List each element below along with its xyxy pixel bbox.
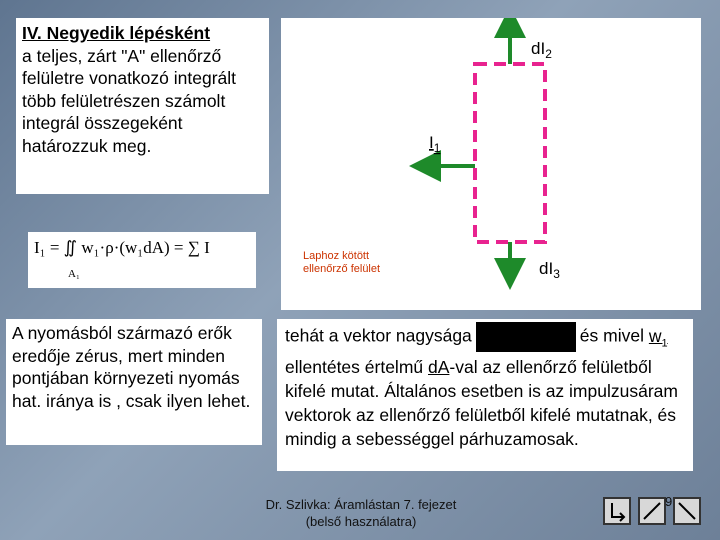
diagram-caption: Laphoz kötött ellenőrző felület	[303, 250, 381, 275]
explanation-part4: -val az ellenőrző felületből kifelé mutat. Általános esetben is az impulzusáram vektorok az ellenőrző felületből kifelé mutatnak, és mindig a sebességgel párhuzamosak.	[285, 357, 678, 450]
explanation-part3: ellentétes értelmű	[285, 357, 424, 378]
title-box	[16, 18, 269, 194]
w1-symbol: $w_1$	[648, 325, 668, 350]
pressure-note	[6, 319, 262, 445]
explanation-part1: tehát a vektor nagysága	[285, 325, 472, 346]
return-button[interactable]	[603, 497, 631, 525]
next-slide-button[interactable]	[673, 497, 701, 525]
formula-text: I₁ = ∬ w₁·ρ·(w₁dA) = ∑ I	[34, 238, 210, 257]
control-surface-diagram	[281, 18, 701, 310]
return-icon	[605, 499, 629, 523]
prev-icon	[640, 499, 664, 523]
footer-credit	[236, 496, 486, 530]
label-I1: $I_1$	[429, 133, 441, 155]
explanation-note	[277, 319, 693, 471]
pressure-note-text: A nyomásból származó erők eredője zérus, mert minden pontjában környezeti nyomás hat. iránya is , csak ilyen lehet.	[12, 323, 251, 411]
slide-intro-text: a teljes, zárt "A" ellenőrző felületre vonatkozó integrált több felületrészen számolt integrál összegeként határozzuk meg.	[22, 45, 237, 156]
hidden-formula-box	[476, 322, 576, 352]
formula-box	[28, 232, 256, 288]
next-icon	[675, 499, 699, 523]
footer-line1: Dr. Szlivka: Áramlástan 7. fejezet	[265, 497, 457, 512]
formula-subscript-A1: A₁	[68, 268, 80, 280]
slide-heading: IV. Negyedik lépésként	[22, 23, 211, 43]
page-number: 9	[665, 494, 673, 509]
label-dI3: $dI_3$	[539, 259, 560, 281]
label-dI2: $dI_2$	[531, 39, 552, 61]
control-surface-box	[475, 64, 545, 242]
dA-symbol: dA	[428, 357, 450, 378]
footer-line2: (belső használatra)	[305, 514, 417, 529]
prev-slide-button[interactable]	[638, 497, 666, 525]
explanation-part2: és mivel	[579, 325, 644, 346]
